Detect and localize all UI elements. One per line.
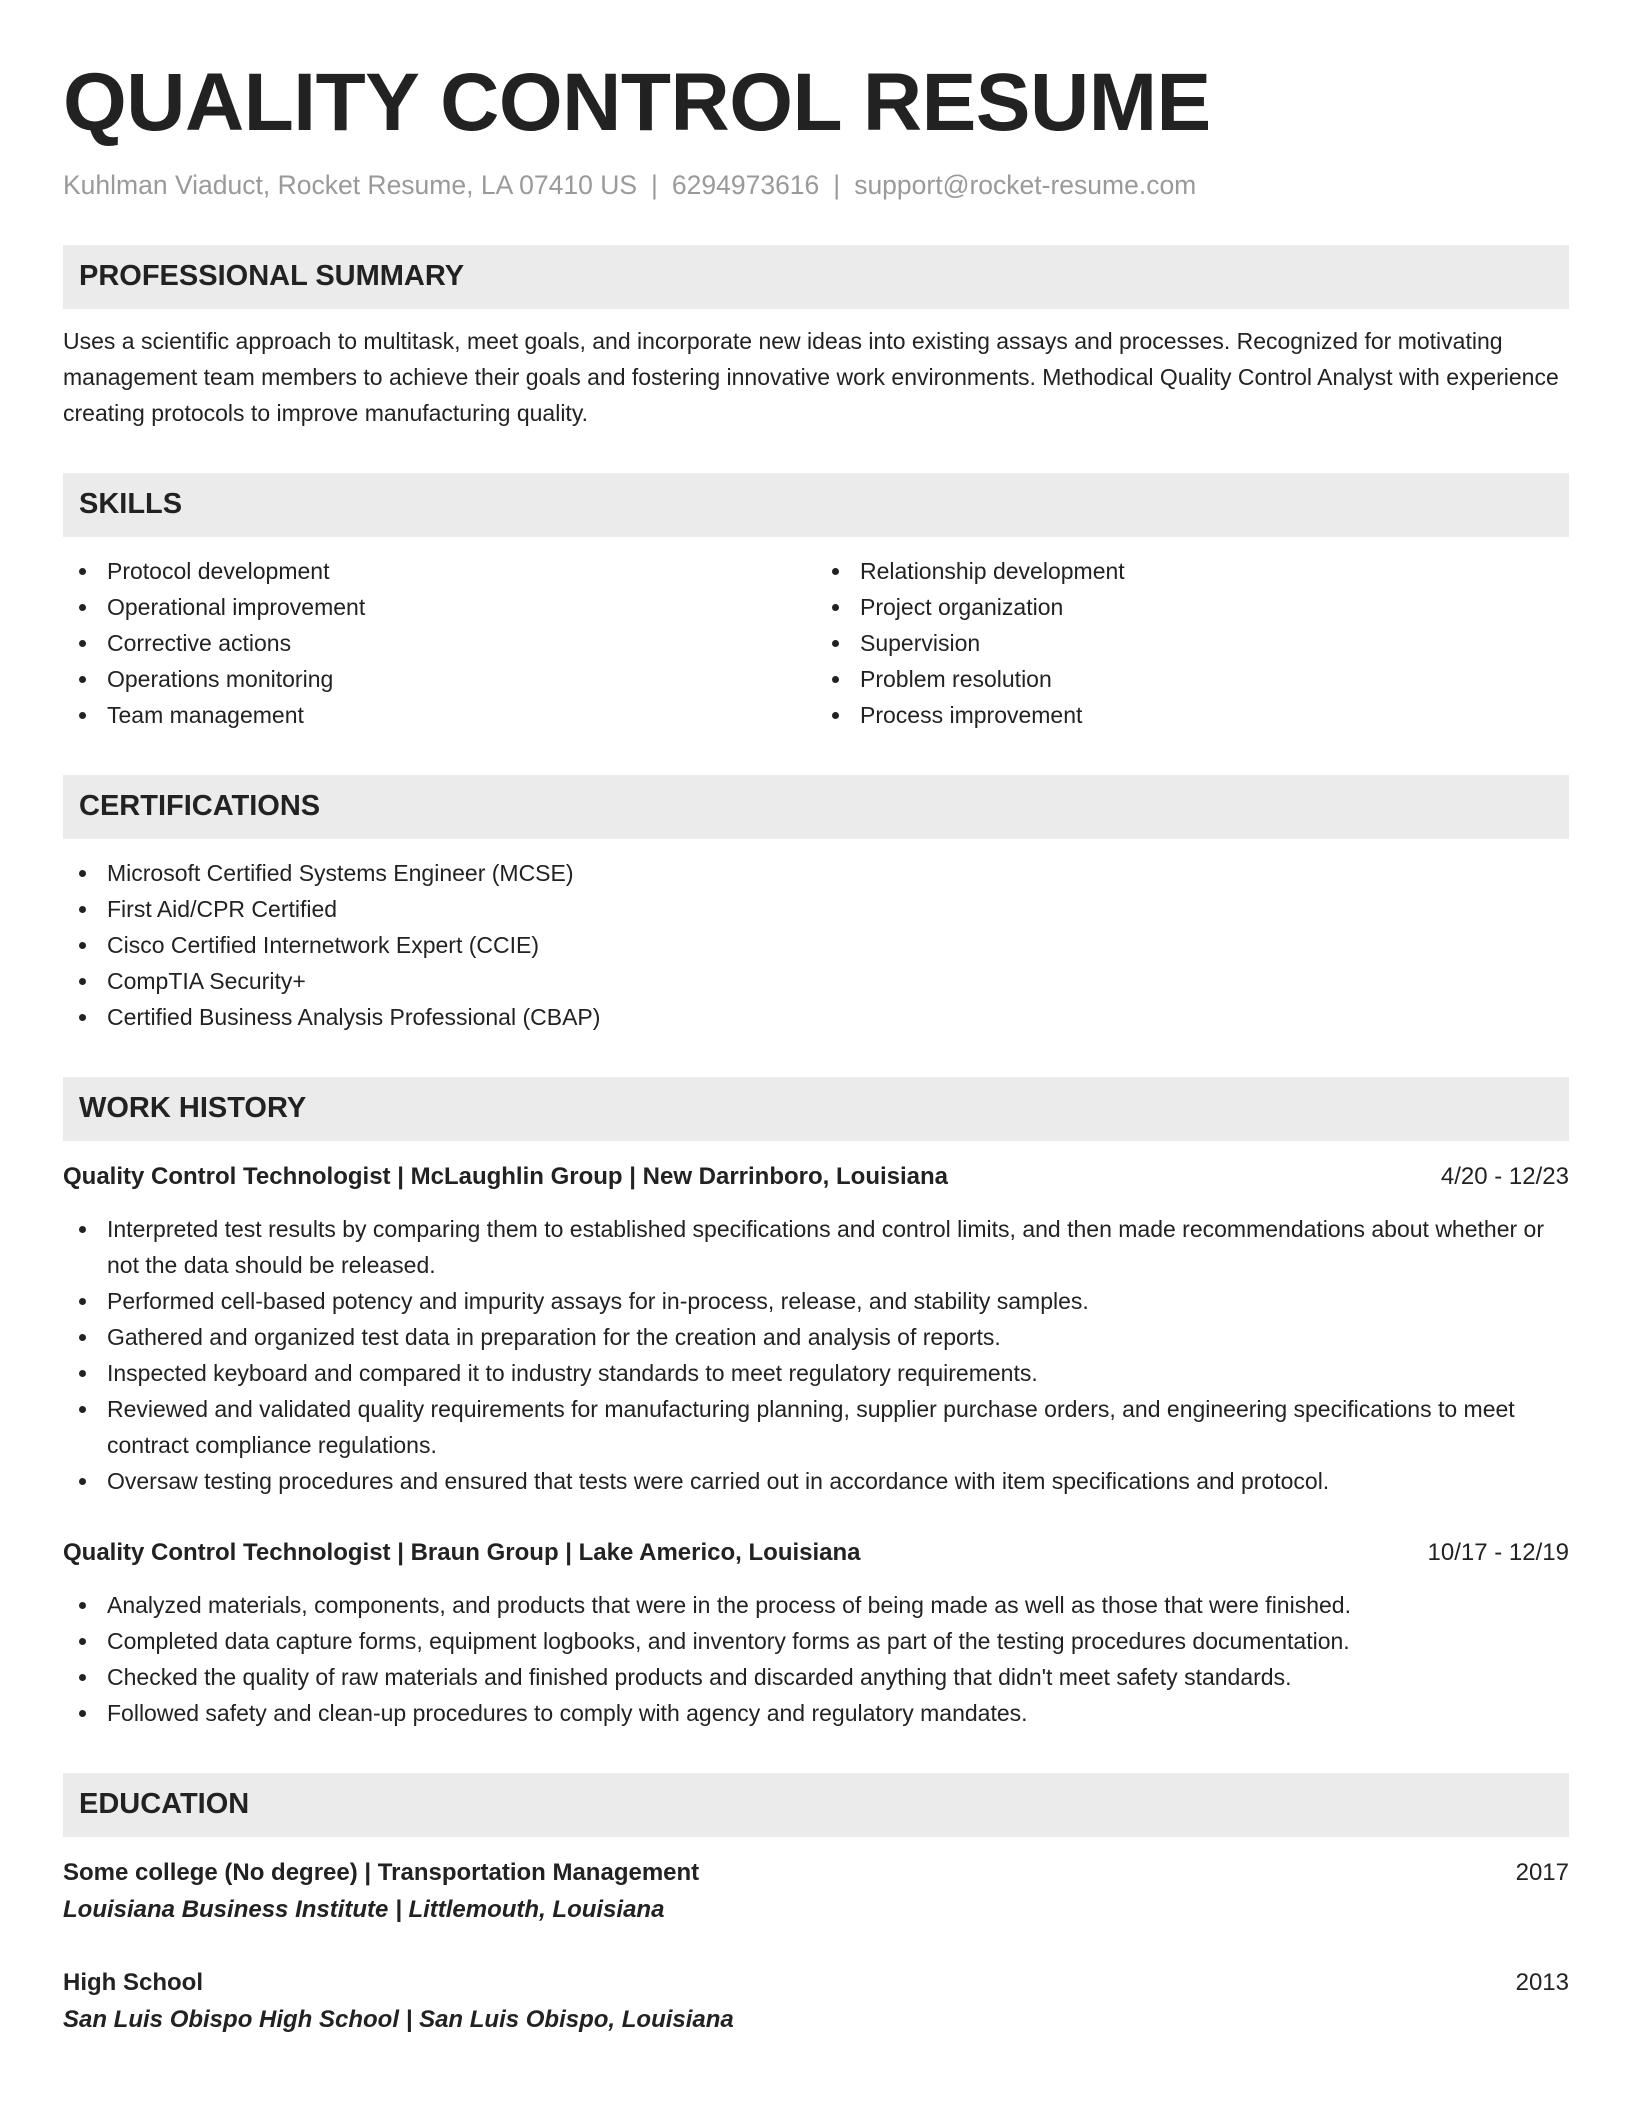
education-year: 2017 — [1515, 1858, 1569, 1886]
skill-item: Corrective actions — [63, 625, 816, 661]
certifications-list — [63, 855, 1569, 1035]
skills-heading: SKILLS — [63, 473, 1569, 537]
certification-item: Cisco Certified Internetwork Expert (CCIE) — [63, 927, 1569, 963]
skill-item: Project organization — [816, 589, 1569, 625]
job-bullet: Followed safety and clean-up procedures to comply with agency and regulatory mandates. — [63, 1695, 1569, 1731]
work-history-heading: WORK HISTORY — [63, 1077, 1569, 1141]
job-dates: 4/20 - 12/23 — [1440, 1162, 1569, 1190]
job-bullet: Oversaw testing procedures and ensured that tests were carried out in accordance with item specifications and protocol. — [63, 1463, 1569, 1499]
education-school: San Luis Obispo High School | San Luis Obispo, Louisiana — [63, 2005, 734, 2033]
skill-item: Supervision — [816, 625, 1569, 661]
certification-item: Microsoft Certified Systems Engineer (MCSE) — [63, 855, 1569, 891]
skill-item: Process improvement — [816, 697, 1569, 733]
skill-item: Operational improvement — [63, 589, 816, 625]
skill-item: Problem resolution — [816, 661, 1569, 697]
job-title: Quality Control Technologist | McLaughlin Group | New Darrinboro, Louisiana — [63, 1162, 949, 1190]
education-entry — [63, 1965, 1569, 2039]
summary-text: Uses a scientific approach to multitask, meet goals, and incorporate new ideas into existing assays and processes. Recognized for motivating management team members to achieve their goals and fostering innovative work environments. Methodical Quality Control Analyst with experience creating protocols to improve manufacturing quality. — [63, 327, 1559, 426]
job-bullet: Analyzed materials, components, and products that were in the process of being made as well as those that were finished. — [63, 1587, 1569, 1623]
skill-item: Operations monitoring — [63, 661, 816, 697]
education-year: 2013 — [1515, 1968, 1569, 1996]
skill-item: Team management — [63, 697, 816, 733]
job-bullet: Inspected keyboard and compared it to industry standards to meet regulatory requirements. — [63, 1355, 1569, 1391]
certification-item: CompTIA Security+ — [63, 963, 1569, 999]
job-bullet: Reviewed and validated quality requirements for manufacturing planning, supplier purchase orders, and engineering specifications to meet contract compliance regulations. — [63, 1391, 1569, 1463]
education-heading: EDUCATION — [63, 1773, 1569, 1837]
job-entry — [63, 1159, 1569, 1499]
certification-item: First Aid/CPR Certified — [63, 891, 1569, 927]
skills-column-right — [816, 553, 1569, 733]
skills-list — [63, 553, 1569, 733]
job-bullets — [63, 1587, 1569, 1731]
contact-separator: | — [833, 170, 841, 201]
certification-item: Certified Business Analysis Professional (CBAP) — [63, 999, 1569, 1035]
job-bullet: Completed data capture forms, equipment logbooks, and inventory forms as part of the testing procedures documentation. — [63, 1623, 1569, 1659]
skills-column-left — [63, 553, 816, 733]
contact-phone: 6294973616 — [671, 170, 820, 201]
job-bullet: Checked the quality of raw materials and finished products and discarded anything that didn't meet safety standards. — [63, 1659, 1569, 1695]
job-header — [63, 1535, 1569, 1571]
job-header — [63, 1159, 1569, 1195]
contact-line — [63, 168, 1569, 202]
job-bullets — [63, 1211, 1569, 1499]
certifications-heading: CERTIFICATIONS — [63, 775, 1569, 839]
job-title: Quality Control Technologist | Braun Group | Lake Americo, Louisiana — [63, 1538, 861, 1566]
job-bullet: Interpreted test results by comparing them to established specifications and control limits, and then made recommendations about whether or not the data should be released. — [63, 1211, 1569, 1283]
skill-item: Relationship development — [816, 553, 1569, 589]
education-degree: High School — [63, 1968, 203, 1996]
contact-address: Kuhlman Viaduct, Rocket Resume, LA 07410 US — [63, 170, 638, 201]
education-header — [63, 1855, 1569, 1891]
resume-title: QUALITY CONTROL RESUME — [63, 57, 1211, 148]
job-bullet: Gathered and organized test data in preparation for the creation and analysis of reports. — [63, 1319, 1569, 1355]
education-degree: Some college (No degree) | Transportation Management — [63, 1858, 700, 1886]
contact-email: support@rocket-resume.com — [854, 170, 1197, 201]
summary-heading: PROFESSIONAL SUMMARY — [63, 245, 1569, 309]
job-entry — [63, 1535, 1569, 1731]
job-dates: 10/17 - 12/19 — [1427, 1538, 1569, 1566]
skill-item: Protocol development — [63, 553, 816, 589]
education-school: Louisiana Business Institute | Littlemouth, Louisiana — [63, 1895, 665, 1923]
education-entry — [63, 1855, 1569, 1929]
contact-separator: | — [651, 170, 658, 201]
education-header — [63, 1965, 1569, 2001]
job-bullet: Performed cell-based potency and impurity assays for in-process, release, and stability samples. — [63, 1283, 1569, 1319]
